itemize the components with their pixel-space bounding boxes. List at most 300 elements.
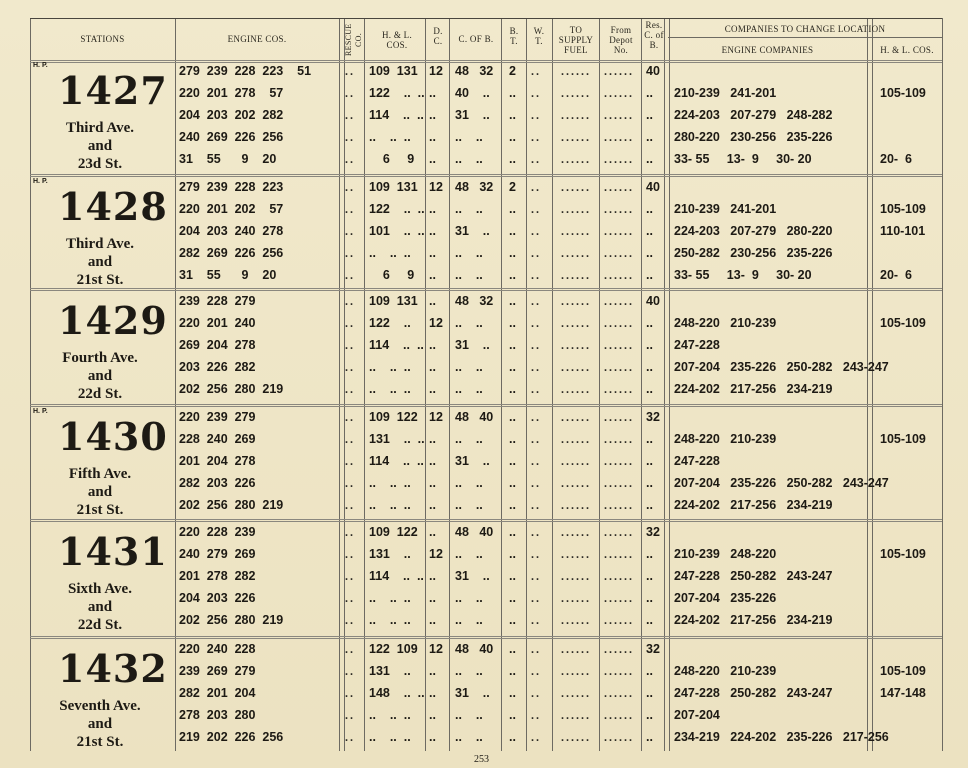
depot-cell: ...... [604, 664, 634, 678]
depot-cell: ...... [604, 498, 634, 512]
fuel-cell: ...... [561, 316, 591, 330]
depot-cell: ...... [604, 547, 634, 561]
station-street: Third Ave. [65, 236, 135, 252]
bt-cell: .. [509, 246, 516, 260]
res-c-of-b-cell: .. [646, 316, 653, 330]
dc-cell: .. [429, 708, 436, 722]
station-cross-street: 21st St. [76, 272, 124, 288]
hl-change-cell: 105-109 [880, 202, 926, 216]
rule [664, 18, 670, 751]
res-c-of-b-cell: .. [646, 547, 653, 561]
c-of-b-cell: .. .. [455, 708, 483, 722]
dc-cell: .. [429, 224, 436, 238]
engine-cos-cell: 31 55 9 20 [179, 152, 277, 166]
c-of-b-cell: .. .. [455, 664, 483, 678]
bt-cell: .. [509, 730, 516, 744]
header-hl-cos: H. & L. COS. [381, 30, 413, 50]
bt-cell: .. [509, 294, 516, 308]
rescue-cell: .. [345, 730, 355, 744]
fuel-cell: ...... [561, 613, 591, 627]
bt-cell: .. [509, 547, 516, 561]
hl-cos-cell: .. .. .. [369, 360, 411, 374]
fuel-cell: ...... [561, 294, 591, 308]
wt-cell: .. [531, 360, 541, 374]
depot-cell: ...... [604, 130, 634, 144]
c-of-b-cell: .. .. [455, 730, 483, 744]
hl-cos-cell: 109 131 [369, 294, 418, 308]
wt-cell: .. [531, 294, 541, 308]
engine-change-cell: 250-282 230-256 235-226 [674, 246, 833, 260]
station-and: and [87, 368, 113, 384]
station-cross-street: 21st St. [76, 502, 124, 518]
bt-cell: .. [509, 130, 516, 144]
header-companies-to-change: COMPANIES TO CHANGE LOCATION [724, 24, 886, 34]
engine-cos-cell: 220 240 228 [179, 642, 256, 656]
c-of-b-cell: .. .. [455, 432, 483, 446]
station-cross-street: 22d St. [77, 386, 123, 402]
depot-cell: ...... [604, 708, 634, 722]
fuel-cell: ...... [561, 432, 591, 446]
header-c-of-b: C. OF B. [458, 34, 494, 44]
fuel-cell: ...... [561, 64, 591, 78]
hp-marker: H. P. [33, 178, 48, 185]
rule [30, 18, 942, 19]
res-c-of-b-cell: .. [646, 591, 653, 605]
hl-cos-cell: 122 109 [369, 642, 418, 656]
bt-cell: .. [509, 708, 516, 722]
engine-change-cell: 207-204 [674, 708, 720, 722]
rule [867, 18, 873, 751]
dc-cell: .. [429, 246, 436, 260]
wt-cell: .. [531, 410, 541, 424]
c-of-b-cell: .. .. [455, 382, 483, 396]
depot-cell: ...... [604, 108, 634, 122]
hl-cos-cell: .. .. .. [369, 591, 411, 605]
rescue-cell: .. [345, 432, 355, 446]
hl-cos-cell: 6 9 [369, 152, 415, 166]
c-of-b-cell: 48 40 [455, 525, 494, 539]
depot-cell: ...... [604, 294, 634, 308]
res-c-of-b-cell: .. [646, 202, 653, 216]
c-of-b-cell: .. .. [455, 246, 483, 260]
dc-cell: 12 [429, 316, 443, 330]
hl-cos-cell: .. .. .. [369, 708, 411, 722]
c-of-b-cell: 48 32 [455, 180, 494, 194]
rule [425, 18, 426, 751]
rule [641, 18, 642, 751]
dc-cell: .. [429, 152, 436, 166]
engine-change-cell: 247-228 250-282 243-247 [674, 686, 833, 700]
rescue-cell: .. [345, 476, 355, 490]
res-c-of-b-cell: .. [646, 498, 653, 512]
wt-cell: .. [531, 664, 541, 678]
c-of-b-cell: .. .. [455, 360, 483, 374]
engine-change-cell: 247-228 [674, 338, 720, 352]
fuel-cell: ...... [561, 454, 591, 468]
bt-cell: .. [509, 591, 516, 605]
dc-cell: 12 [429, 547, 443, 561]
c-of-b-cell: 48 32 [455, 64, 494, 78]
engine-change-cell: 210-239 241-201 [674, 202, 777, 216]
dc-cell: .. [429, 686, 436, 700]
wt-cell: .. [531, 86, 541, 100]
hl-change-cell: 20- 6 [880, 268, 912, 282]
c-of-b-cell: 31 .. [455, 569, 490, 583]
dc-cell: .. [429, 664, 436, 678]
dc-cell: .. [429, 730, 436, 744]
depot-cell: ...... [604, 591, 634, 605]
dc-cell: .. [429, 591, 436, 605]
row-separator [30, 636, 942, 639]
res-c-of-b-cell: .. [646, 152, 653, 166]
engine-cos-cell: 31 55 9 20 [179, 268, 277, 282]
wt-cell: .. [531, 454, 541, 468]
bt-cell: 2 [509, 180, 516, 194]
station-number: 1427 [58, 68, 168, 113]
hl-cos-cell: 122 .. .. [369, 86, 425, 100]
fuel-cell: ...... [561, 410, 591, 424]
depot-cell: ...... [604, 202, 634, 216]
rescue-cell: .. [345, 708, 355, 722]
dc-cell: .. [429, 454, 436, 468]
wt-cell: .. [531, 708, 541, 722]
station-and: and [87, 254, 113, 270]
rescue-cell: .. [345, 130, 355, 144]
wt-cell: .. [531, 525, 541, 539]
hl-cos-cell: .. .. .. [369, 246, 411, 260]
station-cross-street: 23d St. [77, 156, 123, 172]
wt-cell: .. [531, 613, 541, 627]
rule [599, 18, 600, 751]
station-street: Fifth Ave. [68, 466, 132, 482]
rescue-cell: .. [345, 642, 355, 656]
engine-change-cell: 210-239 248-220 [674, 547, 777, 561]
rescue-cell: .. [345, 202, 355, 216]
bt-cell: .. [509, 432, 516, 446]
res-c-of-b-cell: .. [646, 338, 653, 352]
rescue-cell: .. [345, 246, 355, 260]
wt-cell: .. [531, 476, 541, 490]
hl-cos-cell: 131 .. [369, 664, 411, 678]
header-hl-cos-change: H. & L. COS. [880, 45, 934, 55]
depot-cell: ...... [604, 730, 634, 744]
fuel-cell: ...... [561, 547, 591, 561]
dc-cell: .. [429, 294, 436, 308]
depot-cell: ...... [604, 360, 634, 374]
dc-cell: .. [429, 382, 436, 396]
dc-cell: .. [429, 130, 436, 144]
dc-cell: .. [429, 476, 436, 490]
fuel-cell: ...... [561, 591, 591, 605]
rescue-cell: .. [345, 498, 355, 512]
res-c-of-b-cell: 32 [646, 525, 660, 539]
hl-cos-cell: 148 .. .. [369, 686, 425, 700]
station-number: 1430 [58, 414, 168, 459]
rescue-cell: .. [345, 410, 355, 424]
hl-change-cell: 20- 6 [880, 152, 912, 166]
station-number: 1432 [58, 646, 168, 691]
depot-cell: ...... [604, 268, 634, 282]
depot-cell: ...... [604, 246, 634, 260]
dc-cell: .. [429, 498, 436, 512]
wt-cell: .. [531, 686, 541, 700]
depot-cell: ...... [604, 64, 634, 78]
fuel-cell: ...... [561, 664, 591, 678]
c-of-b-cell: .. .. [455, 498, 483, 512]
bt-cell: .. [509, 498, 516, 512]
hl-cos-cell: 114 .. .. [369, 454, 424, 468]
station-street: Sixth Ave. [68, 581, 132, 597]
hl-change-cell: 105-109 [880, 547, 926, 561]
hl-cos-cell: .. .. .. [369, 382, 411, 396]
fuel-cell: ...... [561, 152, 591, 166]
engine-change-cell: 33- 55 13- 9 30- 20 [674, 152, 812, 166]
engine-cos-cell: 282 269 226 256 [179, 246, 284, 260]
rule [526, 18, 527, 751]
fuel-cell: ...... [561, 476, 591, 490]
header-res-c-of-b: Res. C. of B. [644, 20, 664, 50]
c-of-b-cell: .. .. [455, 476, 483, 490]
hl-change-cell: 105-109 [880, 664, 926, 678]
bt-cell: .. [509, 268, 516, 282]
engine-change-cell: 224-202 217-256 234-219 [674, 382, 833, 396]
station-street: Third Ave. [65, 120, 135, 136]
depot-cell: ...... [604, 642, 634, 656]
row-separator [30, 174, 942, 177]
rescue-cell: .. [345, 613, 355, 627]
dc-cell: .. [429, 360, 436, 374]
hl-cos-cell: 109 131 [369, 64, 418, 78]
res-c-of-b-cell: .. [646, 382, 653, 396]
fuel-cell: ...... [561, 130, 591, 144]
rescue-cell: .. [345, 224, 355, 238]
hl-cos-cell: 101 .. .. [369, 224, 425, 238]
depot-cell: ...... [604, 432, 634, 446]
station-and: and [87, 484, 113, 500]
wt-cell: .. [531, 152, 541, 166]
hl-change-cell: 110-101 [880, 224, 926, 238]
bt-cell: .. [509, 316, 516, 330]
fuel-cell: ...... [561, 708, 591, 722]
rescue-cell: .. [345, 294, 355, 308]
header-stations: STATIONS [80, 34, 125, 44]
c-of-b-cell: 31 .. [455, 454, 490, 468]
hl-cos-cell: 109 122 [369, 410, 418, 424]
c-of-b-cell: .. .. [455, 202, 483, 216]
engine-cos-cell: 202 256 280 219 [179, 498, 284, 512]
engine-cos-cell: 282 203 226 [179, 476, 256, 490]
bt-cell: .. [509, 664, 516, 678]
engine-change-cell: 224-203 207-279 248-282 [674, 108, 833, 122]
engine-cos-cell: 220 201 278 57 [179, 86, 284, 100]
wt-cell: .. [531, 338, 541, 352]
rescue-cell: .. [345, 591, 355, 605]
depot-cell: ...... [604, 410, 634, 424]
header-engine-companies: ENGINE COMPANIES [721, 45, 814, 55]
page-number: 253 [474, 754, 489, 765]
bt-cell: .. [509, 382, 516, 396]
wt-cell: .. [531, 316, 541, 330]
res-c-of-b-cell: .. [646, 476, 653, 490]
engine-cos-cell: 201 278 282 [179, 569, 256, 583]
wt-cell: .. [531, 224, 541, 238]
engine-change-cell: 224-202 217-256 234-219 [674, 498, 833, 512]
rescue-cell: .. [345, 108, 355, 122]
depot-cell: ...... [604, 86, 634, 100]
engine-cos-cell: 202 256 280 219 [179, 613, 284, 627]
engine-change-cell: 210-239 241-201 [674, 86, 777, 100]
engine-cos-cell: 240 279 269 [179, 547, 256, 561]
res-c-of-b-cell: .. [646, 664, 653, 678]
res-c-of-b-cell: 40 [646, 64, 660, 78]
c-of-b-cell: 40 .. [455, 86, 490, 100]
wt-cell: .. [531, 202, 541, 216]
fuel-cell: ...... [561, 268, 591, 282]
station-street: Seventh Ave. [59, 698, 141, 714]
engine-change-cell: 207-204 235-226 250-282 243-247 [674, 360, 889, 374]
wt-cell: .. [531, 130, 541, 144]
rescue-cell: .. [345, 686, 355, 700]
res-c-of-b-cell: .. [646, 130, 653, 144]
fuel-cell: ...... [561, 202, 591, 216]
c-of-b-cell: .. .. [455, 613, 483, 627]
engine-cos-cell: 219 202 226 256 [179, 730, 284, 744]
engine-cos-cell: 204 203 202 282 [179, 108, 284, 122]
fuel-cell: ...... [561, 338, 591, 352]
bt-cell: .. [509, 569, 516, 583]
dc-cell: .. [429, 432, 436, 446]
engine-cos-cell: 269 204 278 [179, 338, 256, 352]
hl-cos-cell: 114 .. .. [369, 569, 424, 583]
engine-cos-cell: 220 239 279 [179, 410, 256, 424]
bt-cell: .. [509, 613, 516, 627]
rescue-cell: .. [345, 180, 355, 194]
fuel-cell: ...... [561, 86, 591, 100]
engine-change-cell: 248-220 210-239 [674, 432, 777, 446]
rule [30, 60, 942, 63]
hl-cos-cell: .. .. .. [369, 498, 411, 512]
dc-cell: .. [429, 525, 436, 539]
c-of-b-cell: 48 32 [455, 294, 494, 308]
c-of-b-cell: 31 .. [455, 686, 490, 700]
depot-cell: ...... [604, 338, 634, 352]
rescue-cell: .. [345, 360, 355, 374]
hl-change-cell: 105-109 [880, 432, 926, 446]
dc-cell: 12 [429, 180, 443, 194]
rescue-cell: .. [345, 64, 355, 78]
fuel-cell: ...... [561, 224, 591, 238]
fuel-cell: ...... [561, 360, 591, 374]
dc-cell: 12 [429, 642, 443, 656]
wt-cell: .. [531, 591, 541, 605]
wt-cell: .. [531, 180, 541, 194]
depot-cell: ...... [604, 613, 634, 627]
rule [364, 18, 365, 751]
c-of-b-cell: 48 40 [455, 642, 494, 656]
station-and: and [87, 599, 113, 615]
dc-cell: .. [429, 569, 436, 583]
engine-change-cell: 280-220 230-256 235-226 [674, 130, 833, 144]
wt-cell: .. [531, 730, 541, 744]
station-and: and [87, 716, 113, 732]
engine-cos-cell: 239 228 279 [179, 294, 256, 308]
header-to-supply-fuel: TO SUPPLY FUEL [558, 25, 594, 55]
engine-change-cell: 247-228 [674, 454, 720, 468]
engine-cos-cell: 204 203 226 [179, 591, 256, 605]
wt-cell: .. [531, 108, 541, 122]
rescue-cell: .. [345, 454, 355, 468]
dc-cell: .. [429, 338, 436, 352]
res-c-of-b-cell: .. [646, 86, 653, 100]
header-from-depot: From Depot No. [609, 25, 633, 55]
c-of-b-cell: 31 .. [455, 224, 490, 238]
fuel-cell: ...... [561, 180, 591, 194]
fuel-cell: ...... [561, 382, 591, 396]
engine-change-cell: 224-202 217-256 234-219 [674, 613, 833, 627]
depot-cell: ...... [604, 316, 634, 330]
rescue-cell: .. [345, 569, 355, 583]
c-of-b-cell: .. .. [455, 130, 483, 144]
res-c-of-b-cell: .. [646, 360, 653, 374]
hp-marker: H. P. [33, 62, 48, 69]
rule [449, 18, 450, 751]
c-of-b-cell: .. .. [455, 152, 483, 166]
res-c-of-b-cell: .. [646, 686, 653, 700]
header-rescue-co: RESCUE CO. [344, 23, 363, 57]
row-separator [30, 404, 942, 407]
engine-cos-cell: 278 203 280 [179, 708, 256, 722]
hl-cos-cell: 131 .. [369, 547, 411, 561]
depot-cell: ...... [604, 382, 634, 396]
res-c-of-b-cell: .. [646, 108, 653, 122]
rescue-cell: .. [345, 547, 355, 561]
c-of-b-cell: 48 40 [455, 410, 494, 424]
bt-cell: .. [509, 224, 516, 238]
res-c-of-b-cell: .. [646, 224, 653, 238]
fuel-cell: ...... [561, 730, 591, 744]
res-c-of-b-cell: .. [646, 613, 653, 627]
fuel-cell: ...... [561, 498, 591, 512]
wt-cell: .. [531, 498, 541, 512]
hl-cos-cell: .. .. .. [369, 130, 411, 144]
wt-cell: .. [531, 64, 541, 78]
fuel-cell: ...... [561, 569, 591, 583]
hl-cos-cell: .. .. .. [369, 476, 411, 490]
depot-cell: ...... [604, 569, 634, 583]
hl-change-cell: 105-109 [880, 316, 926, 330]
hl-cos-cell: 109 122 [369, 525, 418, 539]
depot-cell: ...... [604, 525, 634, 539]
bt-cell: 2 [509, 64, 516, 78]
rule [501, 18, 502, 751]
hl-cos-cell: 122 .. [369, 316, 411, 330]
res-c-of-b-cell: .. [646, 708, 653, 722]
depot-cell: ...... [604, 224, 634, 238]
dc-cell: 12 [429, 64, 443, 78]
bt-cell: .. [509, 202, 516, 216]
c-of-b-cell: .. .. [455, 591, 483, 605]
res-c-of-b-cell: .. [646, 454, 653, 468]
res-c-of-b-cell: 32 [646, 642, 660, 656]
header-wt: W. T. [533, 26, 545, 46]
dc-cell: .. [429, 202, 436, 216]
header-engine-cos: ENGINE COS. [227, 34, 287, 44]
rescue-cell: .. [345, 664, 355, 678]
rescue-cell: .. [345, 338, 355, 352]
station-number: 1429 [58, 298, 168, 343]
depot-cell: ...... [604, 180, 634, 194]
hl-cos-cell: 114 .. .. [369, 338, 424, 352]
